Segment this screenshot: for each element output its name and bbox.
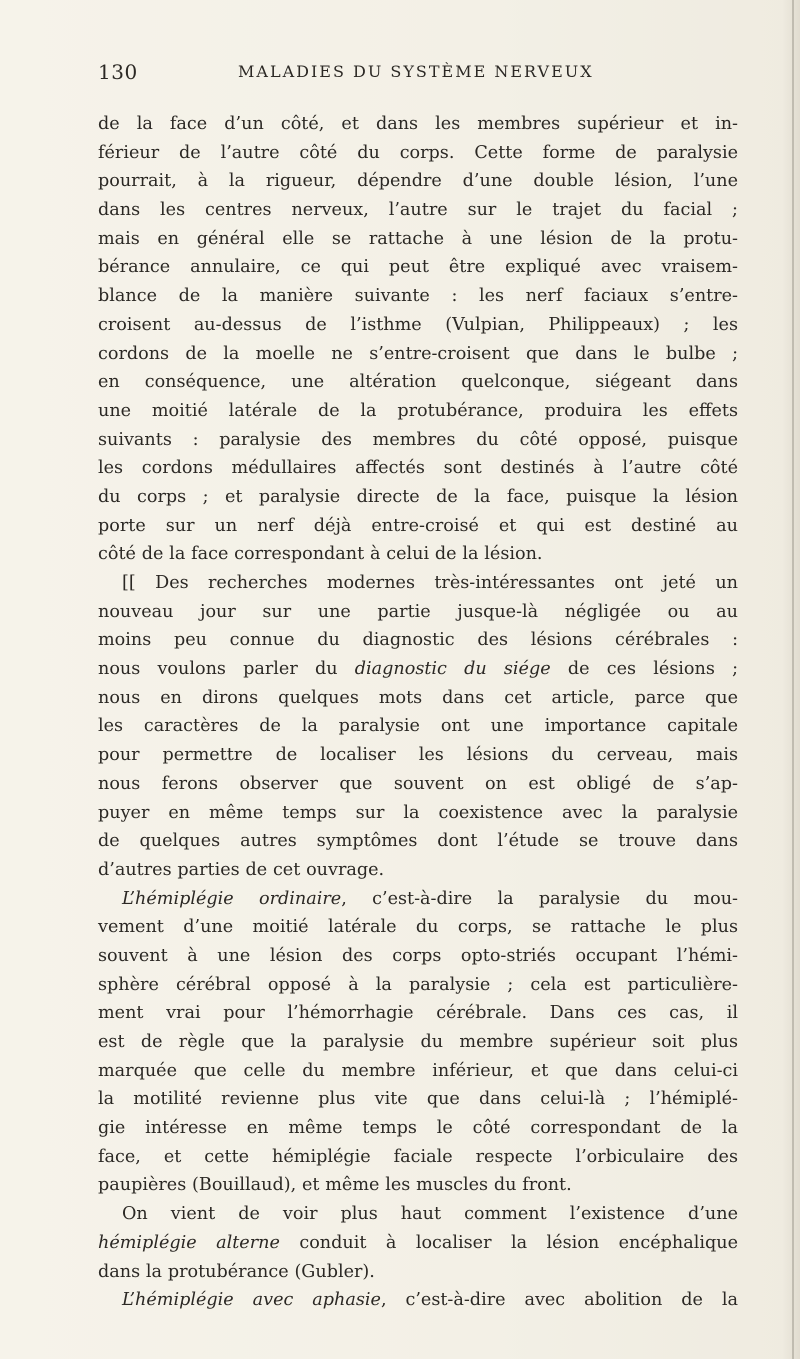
text-line: vement d’une moitié latérale du corps, se rattache le plus (98, 917, 738, 938)
body-text (98, 110, 738, 1315)
text-line: puyer en même temps sur la coexistence avec la paralysie (98, 802, 738, 823)
text-line: bérance annulaire, ce qui peut être expliqué avec vraisem- (98, 257, 738, 278)
running-title: MALADIES DU SYSTÈME NERVEUX (238, 62, 594, 81)
text-line: On vient de voir plus haut comment l’existence d’une (122, 1204, 738, 1225)
text-line: cordons de la moelle ne s’entre-croisent que dans le bulbe ; (98, 343, 738, 364)
text-line: la motilité revienne plus vite que dans celui-là ; l’hémiplé- (98, 1089, 738, 1110)
text-run: conduit à localiser la lésion encéphalique (279, 1232, 738, 1253)
text-line: de quelques autres symptômes dont l’étude se trouve dans (98, 831, 738, 852)
text-line: côté de la face correspondant à celui de la lésion. (98, 544, 543, 565)
text-line: dans la protubérance (Gubler). (98, 1261, 375, 1282)
text-line: nous ferons observer que souvent on est obligé de s’ap- (98, 773, 738, 794)
text-line: croisent au-dessus de l’isthme (Vulpian, Philippeaux) ; les (98, 314, 738, 335)
page-number: 130 (98, 60, 138, 84)
text-run: nous voulons parler du (98, 659, 355, 680)
text-line: nous en dirons quelques mots dans cet article, parce que (98, 687, 738, 708)
text-run: , c’est-à-dire avec abolition de la (380, 1290, 738, 1311)
text-line: moins peu connue du diagnostic des lésions cérébrales : (98, 630, 738, 651)
page-header (98, 60, 738, 90)
text-line (98, 1229, 738, 1258)
text-line: est de règle que la paralysie du membre supérieur soit plus (98, 1032, 738, 1052)
text-line: face, et cette hémiplégie faciale respecte l’orbiculaire des (98, 1146, 738, 1167)
text-line: férieur de l’autre côté du corps. Cette forme de paralysie (98, 142, 738, 163)
text-line: souvent à une lésion des corps opto-striés occupant l’hémi- (98, 945, 738, 966)
text-line: une moitié latérale de la protubérance, produira les effets (98, 400, 738, 421)
text-line (98, 885, 738, 914)
italic-term: L’hémiplégie avec aphasie (122, 1290, 381, 1311)
italic-term: hémiplégie alterne (98, 1232, 280, 1253)
text-line: mais en général elle se rattache à une lésion de la protu- (98, 228, 738, 249)
text-line: [[ Des recherches modernes très-intéressantes ont jeté un (122, 573, 738, 593)
text-line: de la face d’un côté, et dans les membres supérieur et in- (98, 114, 738, 134)
text-line: du corps ; et paralysie directe de la face, puisque la lésion (98, 486, 738, 507)
text-line (98, 1286, 738, 1315)
text-line: dans les centres nerveux, l’autre sur le trajet du facial ; (98, 200, 738, 221)
italic-term: L’hémiplégie ordinaire (122, 888, 342, 909)
text-line: gie intéresse en même temps le côté correspondant de la (98, 1118, 738, 1139)
text-line: pour permettre de localiser les lésions du cerveau, mais (98, 745, 738, 766)
page-edge-line (792, 0, 794, 1359)
text-run: de ces lésions ; (550, 659, 738, 680)
text-line: nouveau jour sur une partie jusque-là négligée ou au (98, 601, 738, 622)
text-line: les caractères de la paralysie ont une importance capitale (98, 716, 738, 737)
text-line: porte sur un nerf déjà entre-croisé et qui est destiné au (98, 515, 738, 536)
text-line: ment vrai pour l’hémorrhagie cérébrale. Dans ces cas, il (98, 1003, 738, 1024)
text-line: pourrait, à la rigueur, dépendre d’une double lésion, l’une (98, 171, 738, 192)
text-run: , c’est-à-dire la paralysie du mou- (341, 888, 738, 909)
text-line: suivants : paralysie des membres du côté opposé, puisque (98, 429, 738, 450)
text-line: en conséquence, une altération quelconque, siégeant dans (98, 372, 738, 393)
text-line: blance de la manière suivante : les nerf faciaux s’entre- (98, 286, 738, 307)
text-line: sphère cérébral opposé à la paralysie ; cela est particulière- (98, 974, 738, 995)
text-line: paupières (Bouillaud), et même les muscles du front. (98, 1175, 572, 1196)
page-edge-shadow (782, 0, 800, 1359)
text-line: d’autres parties de cet ouvrage. (98, 859, 385, 880)
text-line (98, 655, 738, 684)
text-line: les cordons médullaires affectés sont destinés à l’autre côté (98, 458, 738, 479)
text-line: marquée que celle du membre inférieur, et que dans celui-ci (98, 1060, 738, 1081)
italic-term: diagnostic du siége (354, 659, 551, 680)
